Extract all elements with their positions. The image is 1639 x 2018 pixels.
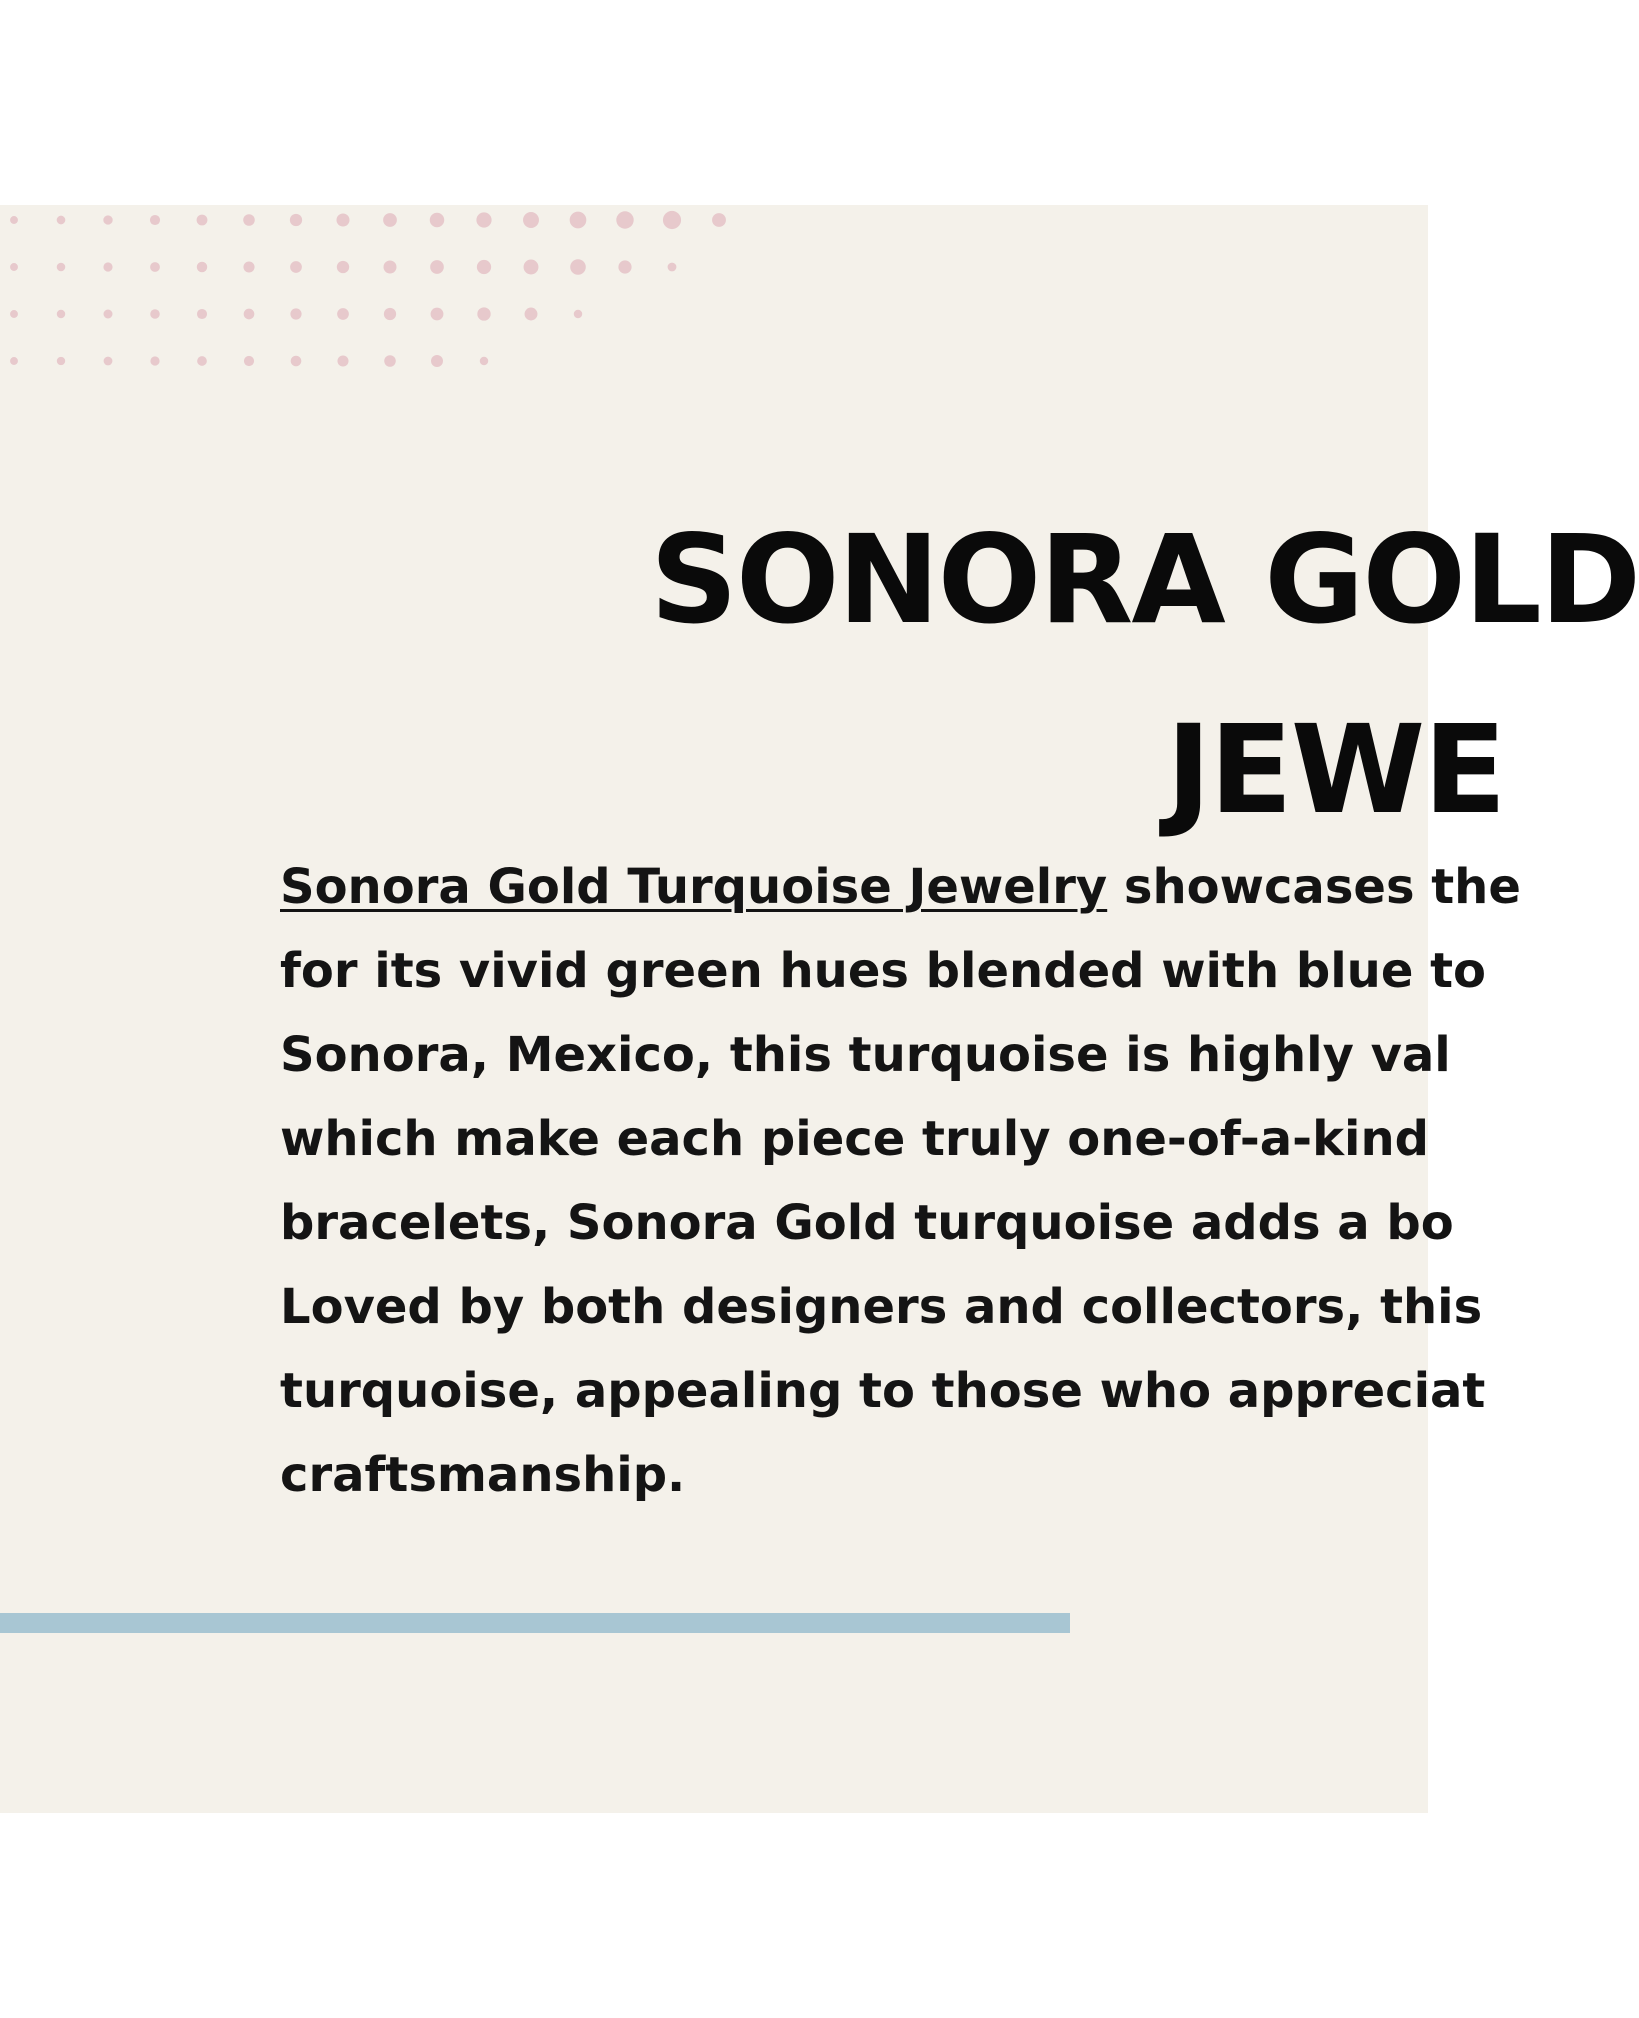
- decorative-dot: [290, 261, 302, 273]
- decorative-dot: [243, 214, 255, 226]
- decorative-dot: [477, 260, 491, 274]
- decorative-dot: [197, 309, 207, 319]
- decorative-dot: [430, 260, 444, 274]
- decorative-dot: [57, 357, 65, 365]
- decorative-dot: [383, 213, 397, 227]
- decorative-dot: [668, 263, 677, 272]
- decorative-dot: [430, 213, 444, 227]
- decorative-dot: [57, 310, 65, 318]
- decorative-dot: [337, 261, 349, 273]
- decorative-dot: [290, 308, 301, 319]
- decorative-dot: [616, 211, 633, 228]
- decorative-dot: [150, 356, 159, 365]
- decorative-dot: [197, 215, 208, 226]
- decorative-dot: [290, 214, 302, 226]
- title-line-2: JEWE: [1166, 699, 1505, 841]
- body-line: Loved by both designers and collectors, this: [280, 1279, 1483, 1335]
- decorative-dot: [431, 308, 444, 321]
- decorative-dot: [244, 356, 254, 366]
- decorative-dot: [570, 212, 587, 229]
- decorative-dot: [197, 262, 207, 272]
- decorative-dot: [103, 262, 112, 271]
- decorative-dot: [525, 308, 538, 321]
- decorative-dot: [243, 261, 254, 272]
- decorative-dot: [103, 215, 112, 224]
- decorative-dot: [570, 259, 586, 275]
- decorative-dot: [477, 307, 490, 320]
- decorative-dot: [480, 357, 488, 365]
- decorative-dot: [291, 356, 302, 367]
- decorative-dot: [337, 355, 348, 366]
- decorative-dot: [10, 263, 18, 271]
- decorative-dot: [384, 261, 397, 274]
- decorative-dot: [104, 310, 113, 319]
- accent-rule: [0, 1613, 1070, 1633]
- decorative-dot: [57, 263, 66, 272]
- page-title: [0, 485, 1639, 885]
- decorative-dot: [104, 357, 113, 366]
- title-line-1: SONORA GOLD: [650, 509, 1639, 651]
- decorative-dot: [663, 211, 681, 229]
- body-line: Sonora, Mexico, this turquoise is highly val: [280, 1027, 1451, 1083]
- decorative-dot: [10, 310, 18, 318]
- decorative-dot: [150, 309, 160, 319]
- sonora-gold-jewelry-link[interactable]: Sonora Gold Turquoise Jewelry: [280, 859, 1108, 915]
- decorative-dot: [10, 357, 18, 365]
- decorative-dot: [10, 216, 18, 224]
- decorative-dot: [197, 356, 207, 366]
- slide: [0, 205, 1639, 1813]
- decorative-dot: [337, 308, 349, 320]
- decorative-dot: [574, 310, 582, 318]
- decorative-dot: [244, 309, 255, 320]
- decorative-dot: [150, 215, 160, 225]
- decorative-dot: [523, 212, 539, 228]
- body-line: bracelets, Sonora Gold turquoise adds a bo: [280, 1195, 1454, 1251]
- decorative-dot: [618, 260, 631, 273]
- decorative-dot: [57, 216, 66, 225]
- decorative-dot: [150, 262, 160, 272]
- decorative-dot: [384, 308, 396, 320]
- body-line: [280, 845, 1521, 929]
- decorative-dot-pattern: [0, 205, 760, 395]
- body-line: which make each piece truly one-of-a-kind: [280, 1111, 1429, 1167]
- body-line: for its vivid green hues blended with blue to: [280, 943, 1486, 999]
- decorative-dot: [524, 260, 539, 275]
- decorative-dot: [336, 213, 349, 226]
- body-line: craftsmanship.: [280, 1447, 686, 1503]
- body-paragraph: [280, 845, 1521, 1517]
- decorative-dot: [384, 355, 396, 367]
- body-line-text: showcases the: [1107, 859, 1521, 915]
- decorative-dot: [476, 212, 491, 227]
- decorative-dot: [431, 355, 443, 367]
- decorative-dot: [712, 213, 726, 227]
- body-line: turquoise, appealing to those who appreciat: [280, 1363, 1486, 1419]
